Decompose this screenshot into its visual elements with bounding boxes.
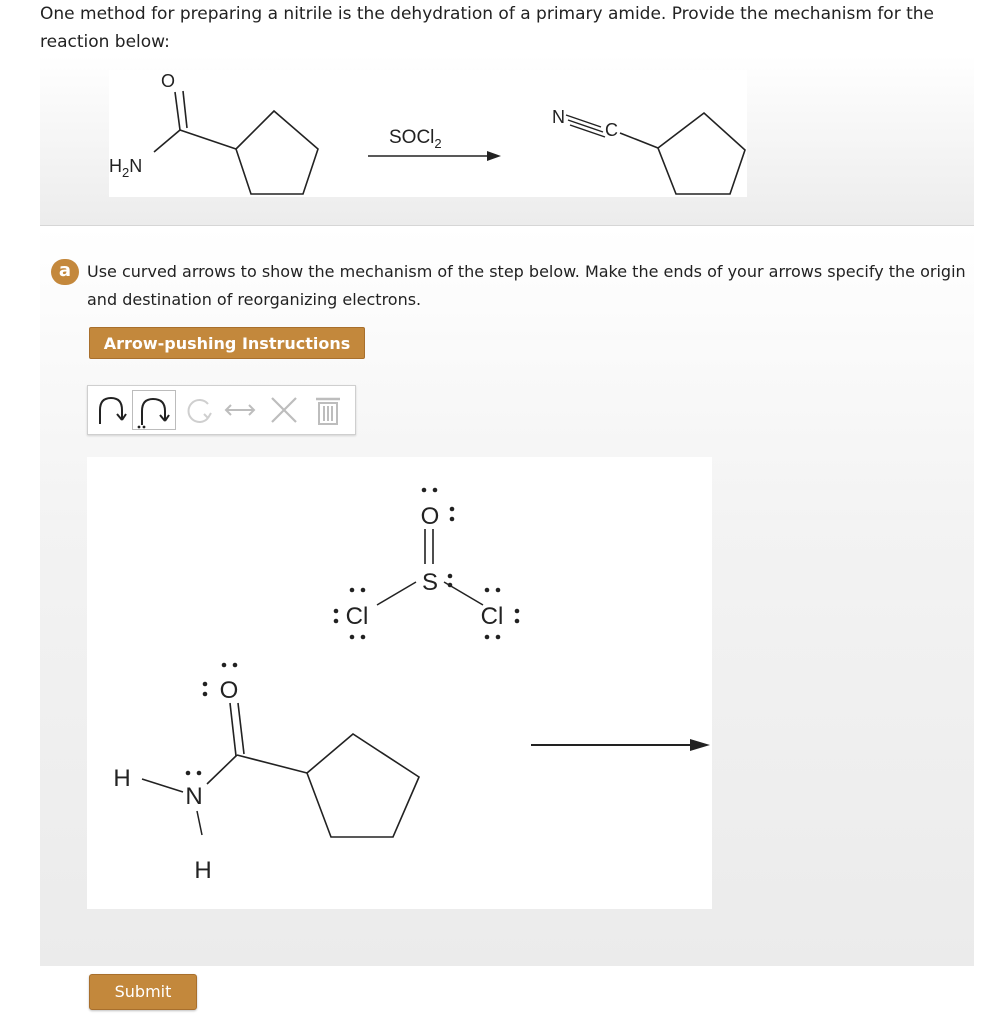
cyclopentane-ring-right xyxy=(658,113,745,194)
electron-ring-icon xyxy=(180,390,216,430)
hydrogen-bottom: H xyxy=(194,857,212,884)
lone-pair-dot xyxy=(485,635,490,640)
lone-pair-dot xyxy=(450,507,455,512)
submit-button[interactable]: Submit xyxy=(89,974,197,1010)
nitrile-c: C xyxy=(605,120,618,140)
part-a-badge: a xyxy=(51,259,79,285)
lone-pair-dot xyxy=(496,635,501,640)
nh-bond-bottom xyxy=(197,811,202,835)
reaction-scheme-svg xyxy=(109,70,747,197)
nitrile-n: N xyxy=(552,107,565,127)
reaction-scheme xyxy=(109,70,747,197)
amide-cring-bond xyxy=(180,130,236,149)
cyclopentane-ring-canvas xyxy=(307,734,419,837)
reaction-arrow-head xyxy=(487,151,501,161)
amide-cn-bond xyxy=(154,130,180,152)
lone-pair-arrow-tool[interactable] xyxy=(132,390,176,430)
lone-pair-dot xyxy=(422,488,427,493)
chlorine-right: Cl xyxy=(480,603,504,630)
lone-pair-dot xyxy=(515,609,520,614)
amide-nitrogen-canvas: N xyxy=(185,783,203,810)
lone-pair-dot xyxy=(433,488,438,493)
arrow-toolbar xyxy=(87,385,356,435)
lone-pair-dot xyxy=(450,517,455,522)
close-x-icon xyxy=(266,390,302,430)
lone-pair-arrow-icon xyxy=(133,391,177,431)
trash-tool[interactable] xyxy=(310,390,346,430)
lone-pair-dot xyxy=(350,588,355,593)
amide-co-bond-1 xyxy=(175,92,180,130)
trash-icon xyxy=(310,390,346,430)
delete-tool[interactable] xyxy=(266,390,302,430)
chlorine-left: Cl xyxy=(345,603,369,630)
amide-nh2: $H_2N$ xyxy=(109,156,143,180)
part-a-instruction: Use curved arrows to show the mechanism of the step below. Make the ends of your arrows specify the origin and destination of reorganizing electrons. xyxy=(87,262,966,309)
lone-pair-dot xyxy=(515,619,520,624)
lone-pair-dot xyxy=(361,635,366,640)
single-curved-arrow-tool[interactable] xyxy=(92,390,128,430)
sulfur-atom: S xyxy=(421,569,439,596)
cyclopentane-ring-left xyxy=(236,111,318,194)
lone-pair-dot xyxy=(485,588,490,593)
drawing-canvas[interactable] xyxy=(87,457,712,909)
electron-ring-tool[interactable] xyxy=(180,390,216,430)
lone-pair-dot xyxy=(203,692,208,697)
amide-co-bond-2 xyxy=(183,91,187,128)
lone-pair-dot xyxy=(197,771,202,776)
amide-oxygen: O xyxy=(160,71,176,91)
mechanism-canvas-svg xyxy=(87,457,712,909)
arrow-pushing-instructions-button[interactable]: Arrow-pushing Instructions xyxy=(89,327,365,359)
thionyl-oxygen: O xyxy=(420,503,440,530)
lone-pair-dot xyxy=(334,619,339,624)
reagent-label: SOCl$_2$ xyxy=(389,127,442,151)
resonance-arrow-icon xyxy=(218,390,262,430)
lone-pair-dot xyxy=(496,588,501,593)
nh-bond-left xyxy=(142,779,183,792)
lone-pair-dot xyxy=(203,682,208,687)
amide-cring-bond-canvas xyxy=(237,755,307,773)
lone-pair-dot xyxy=(233,663,238,668)
hydrogen-left: H xyxy=(113,765,131,792)
curved-arrow-icon xyxy=(92,390,128,430)
lone-pair-dot xyxy=(186,771,191,776)
lone-pair-dot xyxy=(448,574,453,579)
lone-pair-dot xyxy=(350,635,355,640)
scl-bond-right xyxy=(444,582,483,605)
amide-oxygen-canvas: O xyxy=(219,677,239,704)
lone-pair-dot xyxy=(334,609,339,614)
question-text: One method for preparing a nitrile is the dehydration of a primary amide. Provide the mechanism for the reaction below: xyxy=(40,4,934,52)
lone-pair-dot xyxy=(222,663,227,668)
step-arrow-head xyxy=(690,739,710,751)
amide-cn-bond-canvas xyxy=(207,755,237,784)
scl-bond-left xyxy=(377,582,416,605)
amide-co-bond-canvas-2 xyxy=(238,703,244,754)
resonance-arrow-tool[interactable] xyxy=(218,390,262,430)
amide-co-bond-canvas-1 xyxy=(230,703,236,756)
nitrile-ring-bond xyxy=(620,133,658,148)
lone-pair-dot xyxy=(361,588,366,593)
